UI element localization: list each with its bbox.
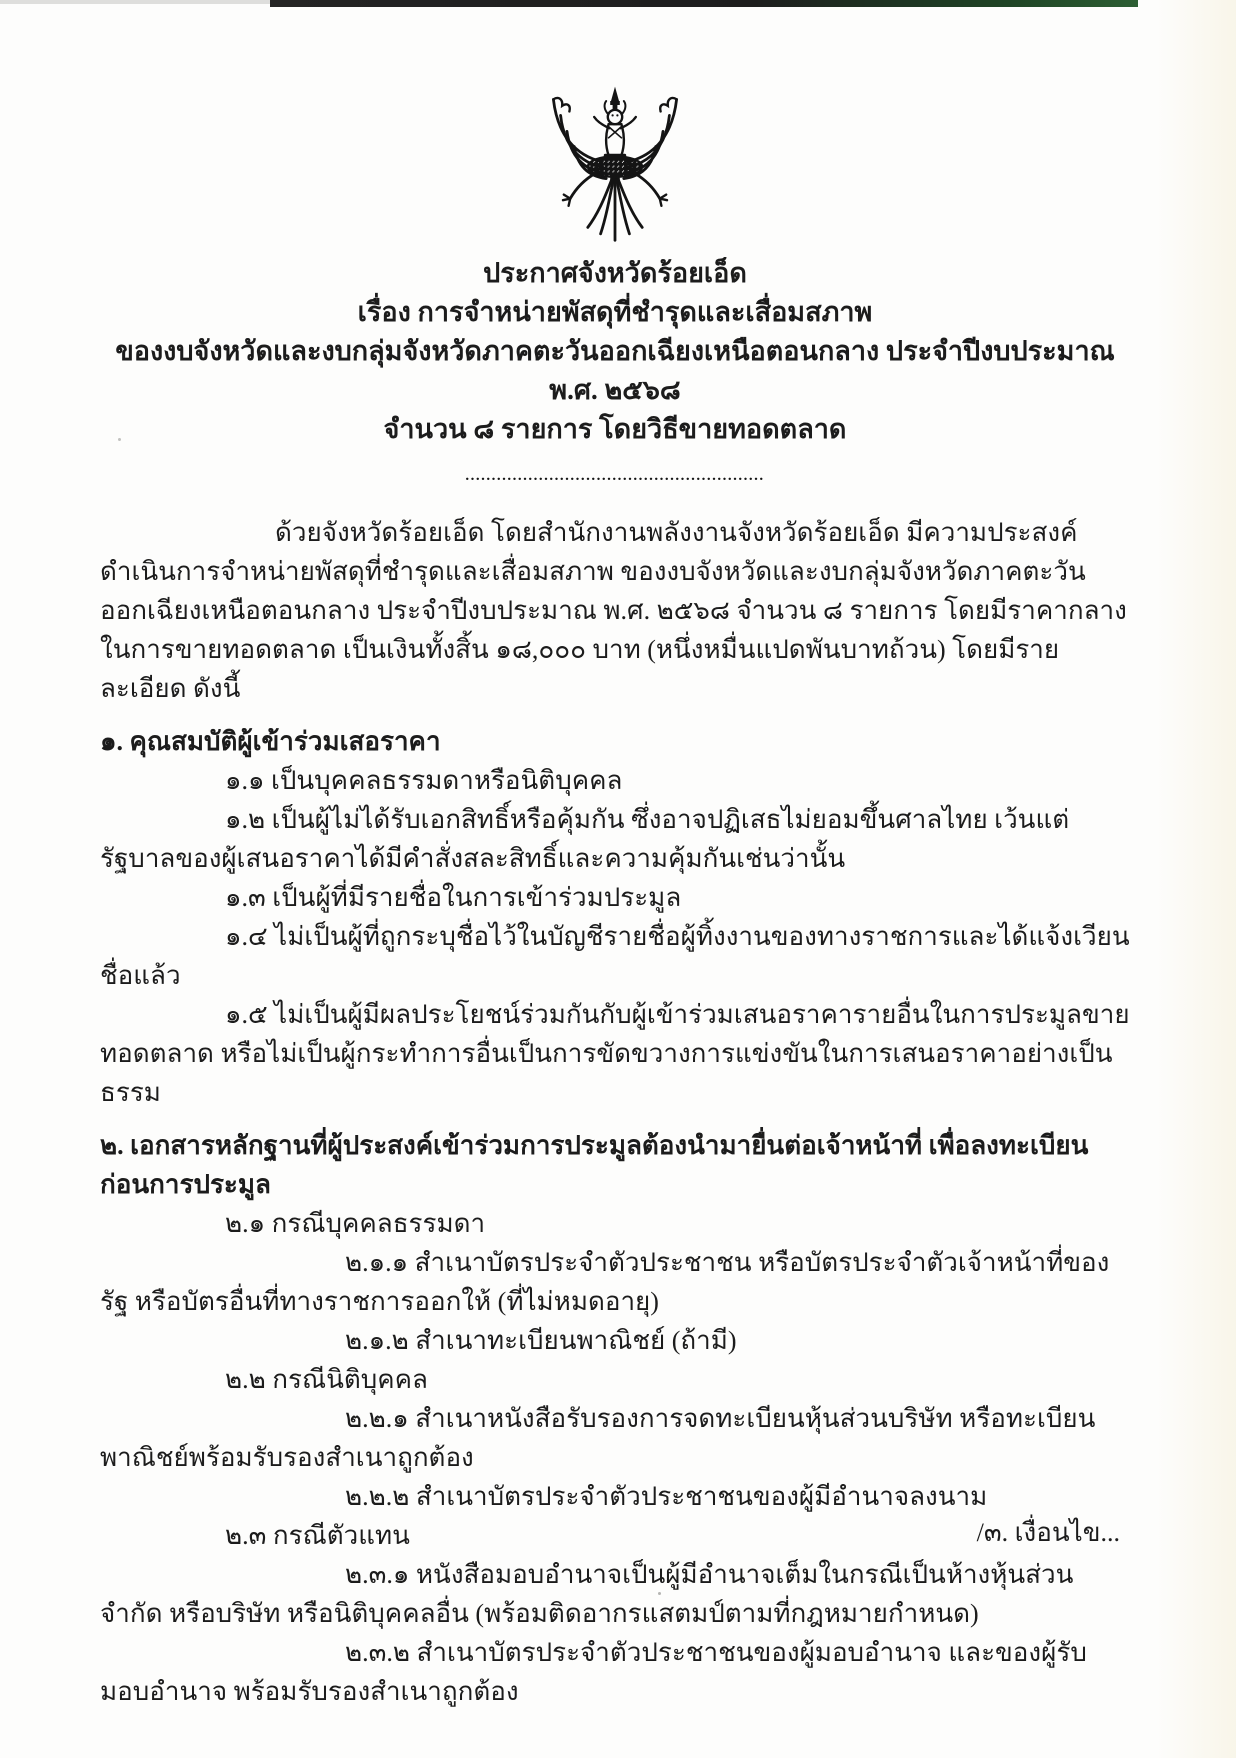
document-header [100,254,1130,449]
section-2-item: ๒.๓.๑ หนังสือมอบอำนาจเป็นผู้มีอำนาจเต็มในกรณีเป็นห้างหุ้นส่วนจำกัด หรือบริษัท หรือนิติบุคคลอื่น (พร้อมติดอากรแสตมป์ตามที่กฎหมายกำหนด) [100,1560,1074,1628]
announcement-subject-line3: จำนวน ๘ รายการ โดยวิธีขายทอดตลาด [383,414,847,444]
section-2-heading: ๒. เอกสารหลักฐานที่ผู้ประสงค์เข้าร่วมการประมูลต้องนำมายื่นต่อเจ้าหน้าที่ เพื่อลงทะเบียนก่อนการประมูล [100,1131,1089,1199]
announcement-subject-line2: ของงบจังหวัดและงบกลุ่มจังหวัดภาคตะวันออกเฉียงเหนือตอนกลาง ประจำปีงบประมาณ พ.ศ. ๒๕๖๘ [115,336,1115,405]
section-1-item: ๑.๔ ไม่เป็นผู้ที่ถูกระบุชื่อไว้ในบัญชีรายชื่อผู้ทิ้งงานของทางราชการและได้แจ้งเวียนชื่อแล้ว [100,922,1130,990]
scan-speck [658,1592,661,1595]
scan-speck [118,438,121,441]
dotted-divider: ......................................................... [465,468,765,484]
scan-artifact-strip [270,0,1138,7]
document-body [100,513,1130,1711]
section-2-item: ๒.๑.๒ สำเนาทะเบียนพาณิชย์ (ถ้ามี) [345,1326,737,1355]
section-2-item: ๒.๒.๒ สำเนาบัตรประจำตัวประชาชนของผู้มีอำนาจลงนาม [345,1482,988,1511]
section-2-item: ๒.๑ กรณีบุคคลธรรมดา [225,1209,486,1238]
garuda-emblem [100,84,1130,252]
section-1-item: ๑.๕ ไม่เป็นผู้มีผลประโยชน์ร่วมกันกับผู้เข้าร่วมเสนอราคารายอื่นในการประมูลขายทอดตลาด หรือไม่เป็นผู้กระทำการอื่นเป็นการขัดขวางการแข่งขันในการเสนอราคาอย่างเป็นธรรม [100,1000,1130,1107]
scan-artifact-band [1156,0,1236,1758]
section-2-item: ๒.๒ กรณีนิติบุคคล [225,1365,428,1394]
section-1-item: ๑.๑ เป็นบุคคลธรรมดาหรือนิติบุคคล [225,766,623,795]
section-1-item: ๑.๓ เป็นผู้ที่มีรายชื่อในการเข้าร่วมประมูล [225,883,682,912]
announcement-title: ประกาศจังหวัดร้อยเอ็ด [483,258,747,288]
page-continuation-note: /๓. เงื่อนไข... [976,1518,1120,1547]
scan-artifact-strip [0,0,270,4]
section-1-heading: ๑. คุณสมบัติผู้เข้าร่วมเสอราคา [100,727,441,756]
section-2-item: ๒.๓ กรณีตัวแทน [225,1521,410,1550]
section-1-item: ๑.๒ เป็นผู้ไม่ได้รับเอกสิทธิ์หรือคุ้มกัน ซึ่งอาจปฏิเสธไม่ยอมขึ้นศาลไทย เว้นแต่รัฐบาลของผู้เสนอราคาได้มีคำสั่งสละสิทธิ์และความคุ้มกันเช่นว่านั้น [100,805,1070,873]
section-2-item: ๒.๑.๑ สำเนาบัตรประจำตัวประชาชน หรือบัตรประจำตัวเจ้าหน้าที่ของรัฐ หรือบัตรอื่นที่ทางราชการออกให้ (ที่ไม่หมดอายุ) [100,1248,1110,1316]
announcement-subject: เรื่อง การจำหน่ายพัสดุที่ชำรุดและเสื่อมสภาพ [357,297,873,327]
intro-paragraph: ด้วยจังหวัดร้อยเอ็ด โดยสำนักงานพลังงานจังหวัดร้อยเอ็ด มีความประสงค์ดำเนินการจำหน่ายพัสดุที่ชำรุดและเสื่อมสภาพ ของงบจังหวัดและงบกลุ่มจังหวัดภาคตะวันออกเฉียงเหนือตอนกลาง ประจำปีงบประมาณ พ.ศ. ๒๕๖๘ จำนวน ๘ รายการ โดยมีราคากลางในการขายทอดตลาด เป็นเงินทั้งสิ้น ๑๘,๐๐๐ บาท (หนึ่งหมื่นแปดพันบาทถ้วน) โดยมีรายละเอียด ดังนี้ [100,518,1127,703]
section-2-item: ๒.๓.๒ สำเนาบัตรประจำตัวประชาชนของผู้มอบอำนาจ และของผู้รับมอบอำนาจ พร้อมรับรองสำเนาถูกต้อง [100,1638,1087,1706]
garuda-emblem-icon [527,84,703,246]
section-2-item: ๒.๒.๑ สำเนาหนังสือรับรองการจดทะเบียนหุ้นส่วนบริษัท หรือทะเบียนพาณิชย์พร้อมรับรองสำเนาถูกต้อง [100,1404,1096,1472]
